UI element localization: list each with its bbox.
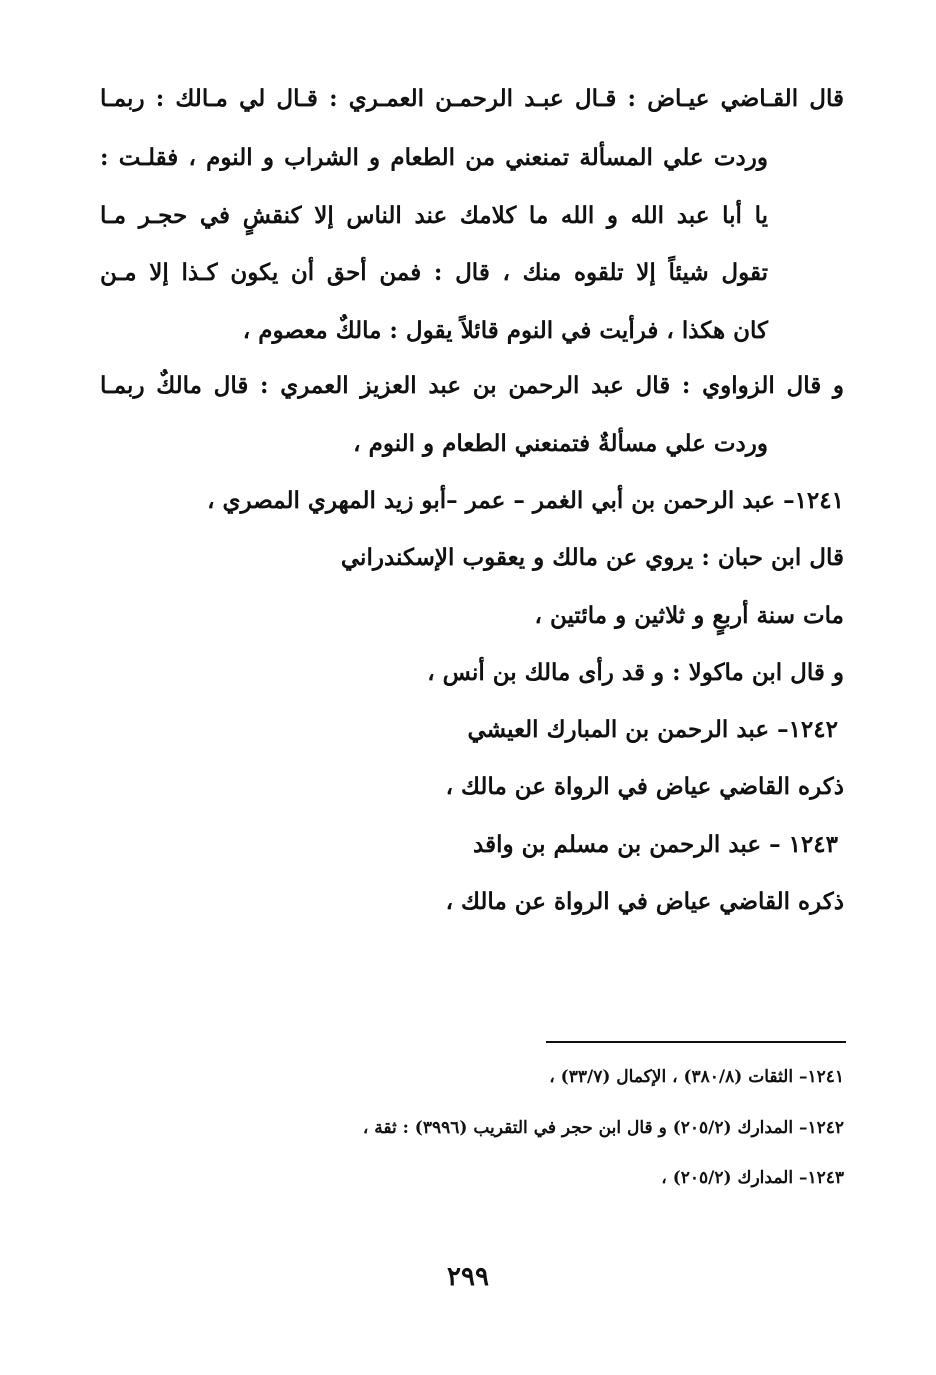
text-line-4: تقول شيئاً إلا تلقوه منك ، قال : فمن أحق أن يكون كـذا إلا مـن	[100, 259, 768, 286]
text-line-2: وردت علي المسألة تمنعني من الطعام و الشراب و النوم ، فقلـت :	[100, 144, 768, 171]
text-line-10: مات سنة أربعٍ و ثلاثين و مائتين ،	[534, 602, 844, 629]
page-number: ٢٩٩	[447, 1262, 489, 1292]
text-line-11: و قال ابن ماكولا : و قد رأى مالك بن أنس ،	[427, 659, 844, 686]
footnote-1242: ١٢٤٢– المدارك (٢٠٥/٢) و قال ابن حجر في التقريب (٣٩٩٦) : ثقة ،	[362, 1118, 844, 1138]
text-line-3: يا أبا عبد الله و الله ما كلامك عند الناس إلا كنقشٍ في حجـر مـا	[100, 202, 768, 229]
text-line-13: ذكره القاضي عياض في الرواة عن مالك ،	[445, 773, 844, 800]
text-line-9: قال ابن حبان : يروي عن مالك و يعقوب الإسكندراني	[340, 544, 844, 571]
text-line-6: و قال الزواوي : قال عبد الرحمن بن عبد العزيز العمري : قال مالكٌ ربمـا	[100, 372, 844, 399]
entry-heading-1242: ١٢٤٢– عبد الرحمن بن المبارك العيشي	[467, 716, 838, 743]
text-line-5: كان هكذا ، فرأيت في النوم قائلاً يقول : مالكٌ معصوم ،	[242, 317, 768, 344]
footnote-divider	[546, 1041, 846, 1043]
text-line-7: وردت علي مسألةٌ فتمنعني الطعام و النوم ،	[353, 430, 768, 457]
footnote-1241: ١٢٤١– الثقات (٣٨٠/٨) ، الإكمال (٣٣/٧) ،	[549, 1067, 844, 1087]
entry-heading-1241: ١٢٤١– عبد الرحمن بن أبي الغمر – عمر –أبو زيد المهري المصري ،	[207, 487, 844, 514]
text-line-15: ذكره القاضي عياض في الرواة عن مالك ،	[445, 888, 844, 915]
entry-heading-1243: ١٢٤٣ – عبد الرحمن بن مسلم بن واقد	[473, 831, 838, 858]
footnote-1243: ١٢٤٣– المدارك (٢٠٥/٢) ،	[661, 1168, 844, 1188]
text-line-1: قال القـاضي عيـاض : قـال عبـد الرحمـن العمـري : قـال لي مـالك : ربمـا	[100, 85, 844, 112]
